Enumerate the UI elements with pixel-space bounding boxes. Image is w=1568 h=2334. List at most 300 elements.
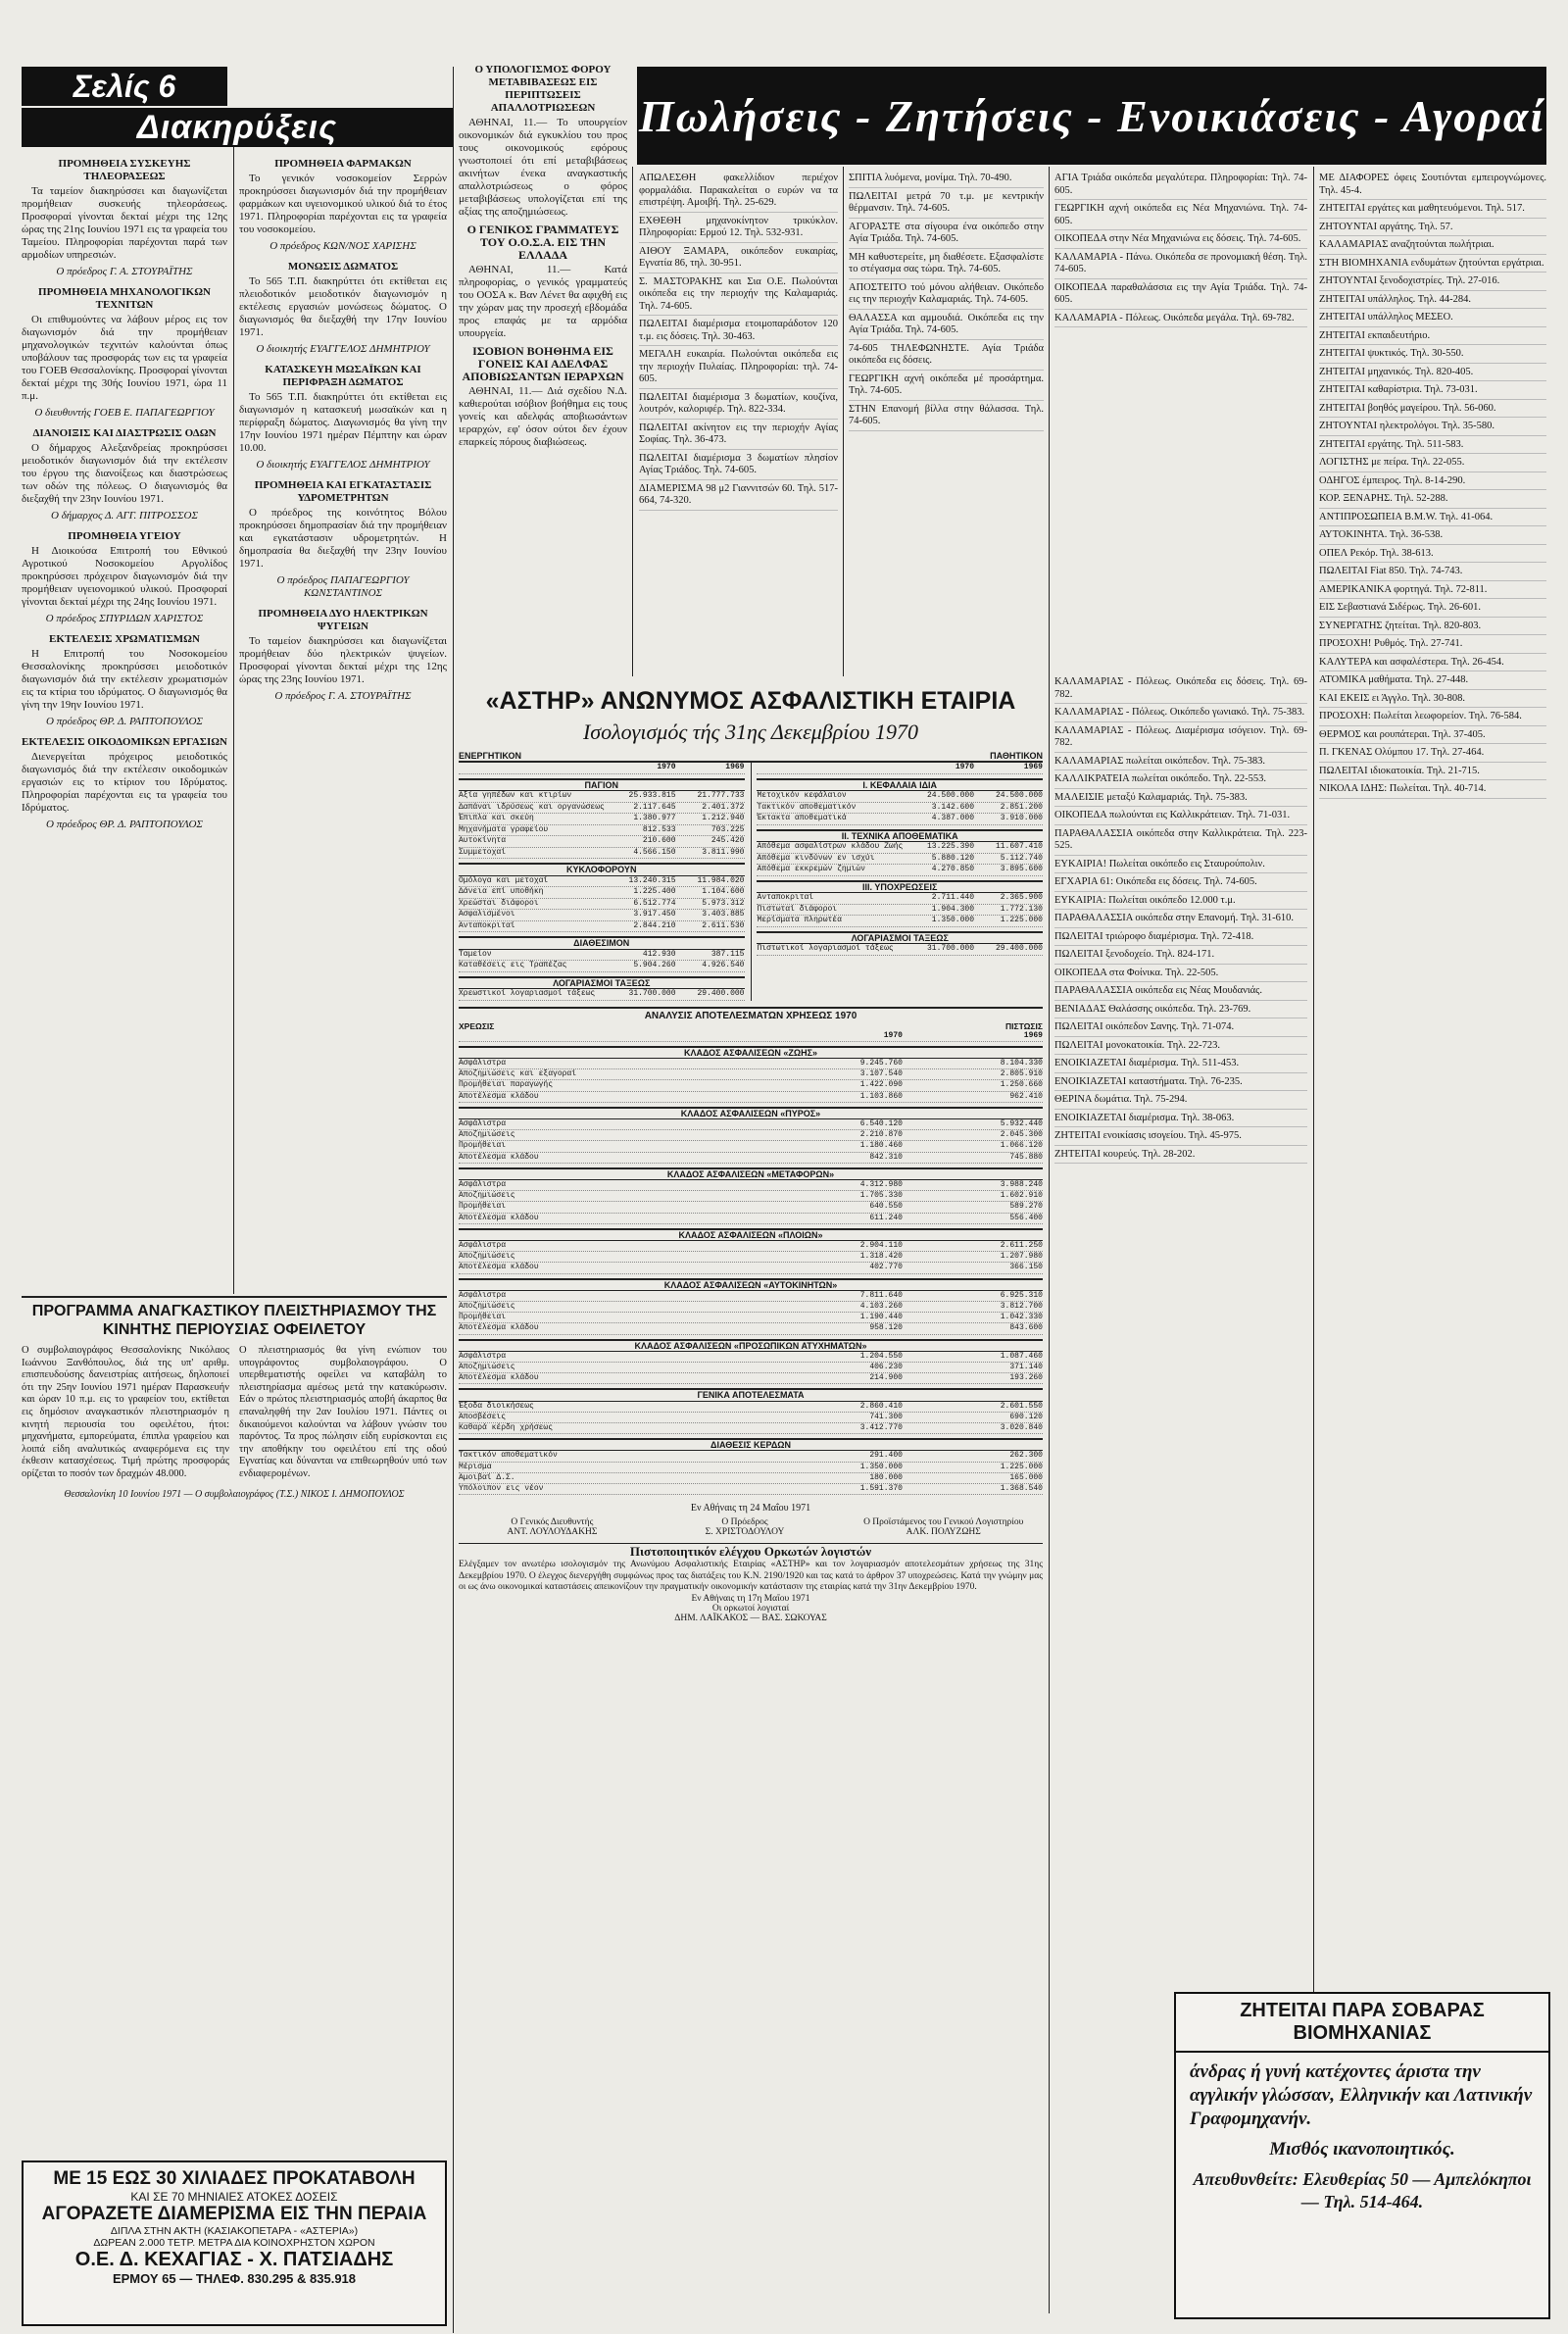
row-value: 2.611.530 (702, 920, 745, 930)
row-value: 703.225 (710, 824, 745, 834)
classified-ad: ΠΑΡΑΘΑΛΑΣΣΙΑ οικόπεδα στην Επανομή. Τηλ. 31-610. (1054, 913, 1307, 928)
auction-notice (22, 1302, 447, 2155)
table-section-title: ΚΥΚΛΟΦΟΡΟΥΝ (459, 863, 745, 876)
row-value: 2.210.870 (859, 1130, 903, 1140)
ad-line-1: ΜΕ 15 ΕΩΣ 30 ΧΙΛΙΑΔΕΣ ΠΡΟΚΑΤΑΒΟΛΗ (53, 2168, 416, 2189)
row-value: 13.240.315 (628, 875, 676, 885)
classified-ad: ΖΗΤΟΥΝΤΑΙ αργάτης. Τηλ. 57. (1319, 222, 1546, 237)
row-value: 1.772.130 (1000, 904, 1043, 914)
table-row (459, 1092, 1043, 1103)
classified-ad: ΚΟΡ. ΞΕΝΑΡΗΣ. Τηλ. 52-288. (1319, 493, 1546, 509)
notice-heading: ΚΑΤΑΣΚΕΥΗ ΜΩΣΑΪΚΩΝ ΚΑΙ ΠΕΡΙΦΡΑΞΗ ΔΩΜΑΤΟΣ (265, 364, 421, 388)
row-value: 1.350.000 (931, 916, 975, 924)
row-value: 210.600 (642, 836, 676, 845)
table-row (459, 1413, 1043, 1423)
row-label: Ταμείον (459, 949, 492, 959)
table-row (757, 905, 1043, 917)
notice-signature: Ο πρόεδρος ΘΡ. Δ. ΡΑΠΤΟΠΟΥΛΟΣ (46, 819, 203, 830)
auction-text-a: Ο συμβολαιογράφος Θεσσαλονίκης Νικόλαος Ιωάννου Ξανθόπουλος, διά της υπ' αριθμ. επισπευδούσης δανειστρίας αιτήσεως, δηλοποιεί ότι την 25ην Ιουνίου 1971 ημέραν Παρασκευήν και ώραν 10 π.μ. εις το γραφείον του, εκτίθεται εις δημόσιον αναγκαστικόν πλειστηριασμόν η κινητή περιουσία του οφειλέτου, ήτοι: μηχανήματα, εμπορεύματα, έπιπλα γραφείου και λοιπά είδη αναλυτικώς αναφερόμενα εις την έκθεσιν κατασχέσεως. Τιμή πρώτης προσφοράς ορίζεται το ποσόν των δραχμών 48.000. (22, 1345, 229, 1479)
classified-ad: ΚΑΛΑΜΑΡΙΑΣ - Πόλεως. Οικόπεδο γωνιακό. Τηλ. 75-383. (1054, 707, 1307, 722)
job-ad (1174, 1992, 1550, 2319)
row-label: Ασφάλιστρα (459, 1351, 507, 1361)
table-section-title: ΚΛΑΔΟΣ ΑΣΦΑΛΙΣΕΩΝ «ΜΕΤΑΦΟΡΩΝ» (459, 1167, 1043, 1180)
classified-ad: ΟΔΗΓΟΣ έμπειρος. Τηλ. 8-14-290. (1319, 475, 1546, 491)
row-value: 2.904.110 (859, 1240, 903, 1250)
classified-ad: ΕΓΧΑΡΙΑ 61: Οικόπεδα εις δόσεις. Τηλ. 74-605. (1054, 876, 1307, 892)
row-value: 4.926.540 (702, 961, 745, 969)
row-value: 2.045.300 (1000, 1130, 1043, 1140)
classified-ad: ΟΙΚΟΠΕΔΑ παραθαλάσσια εις την Αγία Τριάδα. Τηλ. 74-605. (1054, 282, 1307, 310)
notice-body: Τα ταμείον διακηρύσσει και διαγωνίζεται προμήθειαν συσκευής τηλεοράσεως. Προσφοραί γίνονται δεκταί μέχρι της 12ης ώρας της 21ης Ιουνίου 1971 εις τα γραφεία του Ταμείου. Πληροφορίαι παρέχονται παρά των αρμοδίων υπηρεσιών. (22, 185, 227, 261)
row-value: 366.150 (1009, 1263, 1043, 1272)
classified-ad: ΑΝΤΙΠΡΟΣΩΠΕΙΑ B.M.W. Τηλ. 41-064. (1319, 512, 1546, 527)
table-row (459, 989, 745, 1001)
section-title: Διακηρύξεις (22, 108, 453, 147)
row-label: Ασφάλιστρα (459, 1118, 507, 1128)
table-row (459, 1363, 1043, 1373)
row-value: 1.103.860 (859, 1091, 903, 1101)
classifieds-banner-text: Πωλήσεις - Ζητήσεις - Ενοικιάσεις - Αγοραί (638, 90, 1545, 141)
table-section-title: ΚΛΑΔΟΣ ΑΣΦΑΛΙΣΕΩΝ «ΠΛΟΙΩΝ» (459, 1228, 1043, 1241)
row-value: 3.917.450 (633, 910, 676, 919)
auction-signature: Θεσσαλονίκη 10 Ιουνίου 1971 — Ο συμβολαιογράφος (Τ.Σ.) ΝΙΚΟΣ Ι. ΔΗΜΟΠΟΥΛΟΣ (64, 1488, 405, 1500)
row-value: 1.066.120 (1000, 1141, 1043, 1151)
row-label: Υπόλοιπον εις νέον (459, 1484, 544, 1494)
row-value: 2.611.250 (1000, 1240, 1043, 1250)
accountant-name: ΑΛΚ. ΠΟΛΥΖΩΗΣ (906, 1527, 981, 1538)
table-row (459, 1130, 1043, 1141)
classified-ad: ΑΓΟΡΑΣΤΕ στα σίγουρα ένα οικόπεδο στην Αγία Τριάδα. Τηλ. 74-605. (849, 222, 1044, 249)
row-label: Απόθεμα εκκρεμών ζημιών (757, 865, 865, 873)
row-value: 611.240 (869, 1213, 903, 1222)
row-label: Έκτακτα αποθεματικά (757, 814, 847, 822)
table-row (459, 1241, 1043, 1252)
row-label: Ομόλογα και μετοχαί (459, 875, 549, 885)
row-value: 29.400.000 (697, 989, 745, 998)
notice-body: Ο δήμαρχος Αλεξανδρείας προκηρύσσει μειοδοτικόν διαγωνισμόν διά την εκτέλεσιν του έργου της διανοίξεως και διαστρώσεως των οδών της πόλεως. Ο διαγωνισμός θα διεξαχθή την 23ην Ιουνίου 1971. (22, 442, 227, 505)
row-label: Ασφάλιστρα (459, 1240, 507, 1250)
company-title: «ΑΣΤΗΡ» ΑΝΩΝΥΜΟΣ ΑΣΦΑΛΙΣΤΙΚΗ ΕΤΑΙΡΙΑ (485, 687, 1016, 715)
row-value: 2.844.210 (633, 920, 676, 930)
classified-ad: ΖΗΤΕΙΤΑΙ εργάτης. Τηλ. 511-583. (1319, 439, 1546, 455)
row-value: 690.120 (1009, 1412, 1043, 1421)
table-row (459, 803, 745, 815)
row-value: 3.107.540 (859, 1069, 903, 1079)
table-row (459, 1202, 1043, 1213)
row-value: 1.180.460 (859, 1141, 903, 1151)
classified-ad: ΓΕΩΡΓΙΚΗ αχνή οικόπεδα εις Νέα Μηχανιώνα. Τηλ. 74-605. (1054, 203, 1307, 230)
classified-ad: ΠΩΛΕΙΤΑΙ μονοκατοικία. Τηλ. 22-723. (1054, 1040, 1307, 1056)
year-header: 1969 (725, 763, 745, 771)
row-label: Αμοιβαί Δ.Σ. (459, 1472, 515, 1482)
row-value: 214.900 (869, 1373, 903, 1383)
ad-line-6: Ο.Ε. Δ. ΚΕΧΑΓΙΑΣ - Χ. ΠΑΤΣΙΑΔΗΣ (74, 2249, 394, 2270)
notice-signature: Ο διοικητής ΕΥΑΓΓΕΛΟΣ ΔΗΜΗΤΡΙΟΥ (256, 343, 430, 355)
table-row (459, 1069, 1043, 1080)
classified-ad: ΜΑΛΕΙΣΙΕ μεταξύ Καλαμαριάς. Τηλ. 75-383. (1054, 792, 1307, 808)
news-column (459, 59, 627, 676)
row-value: 7.811.640 (859, 1290, 903, 1300)
classified-ad: ΔΙΑΜΕΡΙΣΜΑ 98 μ2 Γιαννιτσών 60. Τηλ. 517-664, 74-320. (639, 483, 838, 511)
classified-ad: ΠΩΛΕΙΤΑΙ μετρά 70 τ.μ. με κεντρικήν θέρμανσιν. Τηλ. 74-605. (849, 191, 1044, 219)
table-row (459, 1059, 1043, 1069)
row-value: 3.812.700 (1000, 1301, 1043, 1311)
classified-ad: ΠΩΛΕΙΤΑΙ Fiat 850. Τηλ. 74-743. (1319, 566, 1546, 581)
row-value: 5.880.120 (931, 853, 975, 863)
row-label: Αποτέλεσμα κλάδου (459, 1091, 539, 1101)
table-section-title: ΔΙΑΘΕΣΙΜΟΝ (459, 936, 745, 950)
table-row (459, 1402, 1043, 1413)
row-value: 165.000 (1009, 1472, 1043, 1482)
classified-ad: ΜΕΓΑΛΗ ευκαιρία. Πωλούνται οικόπεδα εις την περιοχήν Πυλαίας. Πληροφορίαι: τηλ. 74-605. (639, 349, 838, 389)
job-ad-headline: ΖΗΤΕΙΤΑΙ ΠΑΡΑ ΣΟΒΑΡΑΣ ΒΙΟΜΗΧΑΝΙΑΣ (1176, 1994, 1548, 2053)
row-value: 2.601.550 (1000, 1401, 1043, 1411)
row-value: 5.932.440 (1000, 1118, 1043, 1128)
row-value: 4.270.850 (931, 865, 975, 873)
balance-sheet (459, 681, 1043, 2289)
results-table (459, 1031, 1043, 1496)
row-value: 193.260 (1009, 1373, 1043, 1383)
row-value: 4.387.000 (931, 814, 975, 822)
row-value: 402.770 (869, 1263, 903, 1272)
classified-ad: ΕΧΘΕΘΗ μηχανοκίνητον τρικύκλον. Πληροφορίαι: Ερμού 12. Τηλ. 532-931. (639, 216, 838, 243)
classified-ad: ΠΩΛΕΙΤΑΙ ακίνητον εις την περιοχήν Αγίας Σοφίας. Τηλ. 36-473. (639, 422, 838, 450)
row-label: Δαπάναι ιδρύσεως και οργανώσεως (459, 802, 605, 812)
table-row (757, 893, 1043, 905)
table-row (459, 1141, 1043, 1152)
table-row (459, 1352, 1043, 1363)
row-value: 2.851.200 (1000, 802, 1043, 812)
classified-ad: 74-605 ΤΗΛΕΦΩΝΗΣΤΕ. Αγία Τριάδα οικόπεδα εις δόσεις. (849, 343, 1044, 371)
news-item (459, 64, 627, 219)
accountant-role: Ο Προϊστάμενος του Γενικού Λογιστηρίου (863, 1517, 1024, 1528)
row-value: 31.700.000 (927, 944, 975, 953)
table-row (459, 950, 745, 962)
classified-ad: ΣΤΗΝ Επανομή βίλλα στην θάλασσα. Τηλ. 74-605. (849, 404, 1044, 431)
classified-ad: Σ. ΜΑΣΤΟΡΑΚΗΣ και Σια Ο.Ε. Πωλούνται οικόπεδα εις την περιοχήν της Καλαμαριάς. Τηλ. 74-605. (639, 276, 838, 317)
row-label: Προμήθειαι (459, 1202, 507, 1212)
table-section-title: ΙΙ. ΤΕΧΝΙΚΑ ΑΠΟΘΕΜΑΤΙΚΑ (757, 829, 1043, 843)
table-row (459, 1291, 1043, 1302)
table-row (459, 848, 745, 860)
classified-ad: ΑΤΟΜΙΚΑ μαθήματα. Τηλ. 27-448. (1319, 674, 1546, 690)
row-label: Ασφαλισμένοι (459, 910, 515, 919)
row-label: Ασφάλιστρα (459, 1290, 507, 1300)
news-heading: ΙΣΟΒΙΟΝ ΒΟΗΘΗΜΑ ΕΙΣ ΓΟΝΕΙΣ ΚΑΙ ΑΔΕΛΦΑΣ ΑΠΟΒΙΩΣΑΝΤΩΝ ΙΕΡΑΡΧΩΝ (462, 344, 624, 383)
certificate-body: Ελέγξαμεν τον ανωτέρω ισολογισμόν της Ανωνύμου Ασφαλιστικής Εταιρίας «ΑΣΤΗΡ» και τον λογαριασμόν αποτελεσμάτων χρήσεως της 31ης Δεκεμβρίου 1970. Ο έλεγχος διενεργήθη συμφώνως προς τας διατάξεις του Κ.Ν. 2190/1920 και τας κατά το άρθρον 37 υποχρεώσεις. Κατά την γνώμην μας οι ως άνω οικονομικαί καταστάσεις απεικονίζουν την πραγματικήν οικονομικήν κατάστασιν της εταιρίας κατά την 31ην Δεκεμβρίου 1970. (459, 1560, 1043, 1593)
row-label: Αποσβέσεις (459, 1412, 507, 1421)
classified-ad: ΝΙΚΟΛΑ ΙΔΗΣ: Πωλείται. Τηλ. 40-714. (1319, 783, 1546, 799)
year-header: 1970 (955, 763, 975, 771)
classified-ad: ΚΑΛΑΜΑΡΙΑΣ - Πόλεως. Διαμέρισμα ισόγειον. Τηλ. 69-782. (1054, 725, 1307, 753)
classified-ad: ΚΑΛΑΜΑΡΙΑ - Πόλεως. Οικόπεδα μεγάλα. Τηλ. 69-782. (1054, 313, 1307, 328)
certificate-place: Εν Αθήναις τη 17η Μαΐου 1971 (691, 1593, 810, 1604)
notice (239, 261, 447, 356)
classified-ad: ΠΩΛΕΙΤΑΙ ιδιοκατοικία. Τηλ. 21-715. (1319, 766, 1546, 781)
row-value: 1.225.400 (633, 887, 676, 896)
table-row (459, 887, 745, 899)
table-row (459, 1473, 1043, 1484)
classified-ad: ΜΗ καθυστερείτε, μη διαθέσετε. Εξασφαλίστε το στέγασμα σας τώρα. Τηλ. 74-605. (849, 252, 1044, 279)
classified-ad: ΟΙΚΟΠΕΔΑ πωλούνται εις Καλλικράτειαν. Τηλ. 71-031. (1054, 810, 1307, 825)
row-value: 745.880 (1009, 1152, 1043, 1162)
row-label: Αποτέλεσμα κλάδου (459, 1373, 539, 1383)
notice-heading: ΠΡΟΜΗΘΕΙΑ ΥΓΕΙΟΥ (68, 530, 181, 542)
row-value: 741.300 (869, 1412, 903, 1421)
classified-ad: ΘΕΡΙΝΑ δωμάτια. Τηλ. 75-294. (1054, 1094, 1307, 1110)
notice-body: Διενεργείται πρόχειρος μειοδοτικός διαγωνισμός διά την εκτέλεσιν οικοδομικών εργασιών εις το κτίριον του Ιδρύματος. Πληροφορίαι παρέχονται εις τα γραφεία του Ιδρύματος. (22, 751, 227, 814)
row-value: 1.225.000 (1000, 916, 1043, 924)
classifieds-column-5 (1319, 173, 1546, 1986)
row-value: 3.403.885 (702, 910, 745, 919)
table-row (757, 865, 1043, 876)
row-label: Προμήθειαι (459, 1313, 507, 1322)
row-value: 1.591.370 (859, 1484, 903, 1494)
table-row (459, 1323, 1043, 1334)
table-row (459, 1252, 1043, 1263)
table-section-title: ΛΟΓΑΡΙΑΣΜΟΙ ΤΑΞΕΩΣ (459, 976, 745, 990)
row-label: Αποζημιώσεις (459, 1252, 515, 1262)
classified-ad: ΚΑΙ ΕΚΕΙΣ ει Άγγλο. Τηλ. 30-808. (1319, 693, 1546, 709)
table-row (459, 814, 745, 825)
director-role: Ο Γενικός Διευθυντής (511, 1517, 594, 1528)
classifieds-column-3 (1054, 173, 1307, 672)
table-row (459, 961, 745, 972)
table-row (459, 1214, 1043, 1224)
row-value: 2.365.900 (1000, 893, 1043, 902)
classified-ad: ΠΩΛΕΙΤΑΙ διαμέρισμα ετοιμοπαράδοτον 120 τ.μ. εις δόσεις. Τηλ. 30-463. (639, 319, 838, 346)
table-row (757, 791, 1043, 803)
job-ad-line-3: Απευθυνθείτε: Ελευθερίας 50 — Αμπελόκηποι — Τηλ. 514-464. (1193, 2169, 1532, 2211)
row-value: 387.115 (710, 949, 745, 959)
row-value: 5.904.260 (633, 961, 676, 969)
row-label: Χρεώσται διάφοροι (459, 898, 539, 908)
row-label: Αποτέλεσμα κλάδου (459, 1152, 539, 1162)
table-section-title: ΔΙΑΘΕΣΙΣ ΚΕΡΔΩΝ (459, 1438, 1043, 1451)
ad-line-5: ΔΩΡΕΑΝ 2.000 ΤΕΤΡ. ΜΕΤΡΑ ΔΙΑ ΚΟΙΝΟΧΡΗΣΤΟΝ ΧΩΡΟΝ (93, 2237, 375, 2249)
classified-ad: ΖΗΤΕΙΤΑΙ εκπαιδευτήριο. (1319, 330, 1546, 346)
classified-ad: ΣΤΗ ΒΙΟΜΗΧΑΝΙΑ ενδυμάτων ζητούνται εργάτριαι. (1319, 258, 1546, 273)
table-section-title: ΠΑΓΙΟΝ (459, 778, 745, 792)
classified-ad: ΠΩΛΕΙΤΑΙ ξενοδοχείο. Τηλ. 824-171. (1054, 949, 1307, 965)
notice-heading: ΕΚΤΕΛΕΣΙΣ ΟΙΚΟΔΟΜΙΚΩΝ ΕΡΓΑΣΙΩΝ (22, 736, 227, 748)
table-row (459, 1463, 1043, 1473)
job-ad-line-2: Μισθός ικανοποιητικός. (1269, 2139, 1455, 2160)
table-section-title: ΚΛΑΔΟΣ ΑΣΦΑΛΙΣΕΩΝ «ΖΩΗΣ» (459, 1046, 1043, 1059)
classified-ad: ΖΗΤΕΙΤΑΙ βοηθός μαγείρου. Τηλ. 56-060. (1319, 403, 1546, 419)
table-section-title: ΚΛΑΔΟΣ ΑΣΦΑΛΙΣΕΩΝ «ΠΡΟΣΩΠΙΚΩΝ ΑΤΥΧΗΜΑΤΩΝ» (459, 1339, 1043, 1352)
row-value: 1.380.977 (633, 814, 676, 822)
notice-signature: Ο πρόεδρος Γ. Α. ΣΤΟΥΡΑΪΤΗΣ (274, 690, 412, 702)
news-body: ΑΘΗΝΑΙ, 11.— Διά σχεδίου Ν.Δ. καθιερούται ισόβιον βοήθημα εις τους γονείς και αδελφάς αποβιωσάντων ιεραρχών, εφ' όσον ούτοι δεν έχουν επαρκείς πόρους διαβιώσεως. (459, 385, 627, 448)
row-value: 4.566.150 (633, 847, 676, 857)
row-label: Ασφάλιστρα (459, 1058, 507, 1068)
row-value: 5.973.312 (702, 898, 745, 908)
row-label: Αποτέλεσμα κλάδου (459, 1213, 539, 1222)
row-label: Έπιπλα και σκεύη (459, 814, 534, 822)
news-item (459, 223, 627, 340)
classified-ad: ΚΑΛΑΜΑΡΙΑΣ πωλείται οικόπεδον. Τηλ. 75-383. (1054, 756, 1307, 771)
notice-heading: ΠΡΟΜΗΘΕΙΑ ΔΥΟ ΗΛΕΚΤΡΙΚΩΝ ΨΥΓΕΙΩΝ (258, 608, 428, 632)
classified-ad: ΑΠΩΛΕΣΘΗ φακελλίδιον περιέχον φορμαλάδια. Παρακαλείται ο ευρών να τα επιστρέψη. Αμοιβή. Τηλ. 25-629. (639, 173, 838, 213)
notice (22, 158, 227, 278)
classified-ad: ΚΑΛΑΜΑΡΙΑΣ αναζητούνται πωλήτριαι. (1319, 239, 1546, 255)
notice-body: Το γενικόν νοσοκομείον Σερρών προκηρύσσει διαγωνισμόν διά την προμήθειαν φαρμάκων και υγειονομικού υλικού διά το έτος 1971. Πληροφορίαι παρέχονται εις τα γραφεία του νοσοκομείου. (239, 173, 447, 235)
row-value: 1.602.910 (1000, 1191, 1043, 1201)
table-row (757, 916, 1043, 927)
classified-ad: ΖΗΤΟΥΝΤΑΙ ηλεκτρολόγοι. Τηλ. 35-580. (1319, 421, 1546, 436)
classified-ad: ΠΩΛΕΙΤΑΙ οικόπεδον Σανης. Τηλ. 71-074. (1054, 1021, 1307, 1037)
table-row (459, 791, 745, 803)
row-value: 6.925.310 (1000, 1290, 1043, 1300)
notice-body: Ο πρόεδρος της κοινότητος Βόλου προκηρύσσει δημοπρασίαν διά την προμήθειαν και εγκατάστασιν υδρομετρητών. Η δημοπρασία θα διεξαχθή την 23ην Ιουνίου 1971. (239, 507, 447, 570)
row-value: 5.112.740 (1000, 853, 1043, 863)
second-notices-column (239, 153, 447, 1290)
row-value: 13.225.390 (927, 842, 975, 851)
classified-ad: Π. ΓΚΕΝΑΣ Ολύμπου 17. Τηλ. 27-464. (1319, 747, 1546, 763)
classified-ad: ΚΑΛΛΙΚΡΑΤΕΙΑ πωλείται οικόπεδο. Τηλ. 22-553. (1054, 773, 1307, 789)
row-value: 3.142.600 (931, 802, 975, 812)
row-value: 1.350.000 (859, 1462, 903, 1471)
row-value: 1.250.660 (1000, 1080, 1043, 1090)
row-value: 21.777.733 (697, 791, 745, 800)
row-value: 180.000 (869, 1472, 903, 1482)
row-value: 812.533 (642, 824, 676, 834)
row-label: Πιστωταί διάφοροι (757, 904, 838, 914)
news-body: ΑΘΗΝΑΙ, 11.— Κατά πληροφορίας, ο γενικός γραμματεύς του ΟΟΣΑ κ. Βαν Λένετ θα αφιχθή εις την χώραν μας την προσεχή εβδομάδα προς επαφάς με τα αρμόδια υπουργεία. (459, 264, 627, 339)
table-row (757, 854, 1043, 866)
row-label: Μερίσματα πληρωτέα (757, 916, 842, 924)
classified-ad: ΜΕ ΔΙΑΦΟΡΕΣ όφεις Σουτιόνται εμπειρογνώμονες. Τηλ. 45-4. (1319, 173, 1546, 200)
classified-ad: ΕΝΟΙΚΙΑΖΕΤΑΙ καταστήματα. Τηλ. 76-235. (1054, 1076, 1307, 1092)
notice (22, 286, 227, 420)
table-row (459, 1263, 1043, 1273)
table-row (459, 825, 745, 837)
classified-ad: ΟΙΚΟΠΕΔΑ στα Φοίνικα. Τηλ. 22-505. (1054, 968, 1307, 983)
row-value: 1.087.460 (1000, 1351, 1043, 1361)
row-value: 640.550 (869, 1202, 903, 1212)
row-label: Απόθεμα ασφαλίστρων κλάδου Ζωής (757, 842, 904, 851)
row-value: 2.117.645 (633, 802, 676, 812)
balance-subtitle: Ισολογισμός τής 31ης Δεκεμβρίου 1970 (582, 720, 919, 744)
row-value: 1.104.600 (702, 887, 745, 896)
notice-signature: Ο πρόεδρος Γ. Α. ΣΤΟΥΡΑΪΤΗΣ (56, 266, 193, 277)
row-value: 371.140 (1009, 1362, 1043, 1371)
classified-ad: ΖΗΤΕΙΤΑΙ υπάλληλος ΜΕΣΕΟ. (1319, 312, 1546, 327)
classified-ad: ΑΥΤΟΚΙΝΗΤΑ. Τηλ. 36-538. (1319, 529, 1546, 545)
notice-signature: Ο πρόεδρος ΘΡ. Δ. ΡΑΠΤΟΠΟΥΛΟΣ (46, 716, 203, 727)
classified-ad: ΠΡΟΣΟΧΗ: Πωλείται λεωφορείον. Τηλ. 76-584. (1319, 711, 1546, 726)
table-row (459, 1423, 1043, 1434)
classified-ad: ΑΙΘΟΥ ΞΑΜΑΡΑ, οικόπεδον ευκαιρίας, Εγνατία 86, τηλ. 30-951. (639, 246, 838, 273)
year-header: 1969 (1023, 763, 1043, 771)
row-label: Καθαρά κέρδη χρήσεως (459, 1423, 554, 1432)
row-value: 1.212.940 (702, 814, 745, 822)
ad-line-7: ΕΡΜΟΥ 65 — ΤΗΛΕΦ. 830.295 & 835.918 (112, 2271, 357, 2286)
row-label: Αποζημιώσεις και εξαγοραί (459, 1069, 577, 1079)
classified-ad: ΠΑΡΑΘΑΛΑΣΣΙΑ οικόπεδα εις Νέας Μουδανιάς. (1054, 985, 1307, 1001)
notice-signature: Ο πρόεδρος ΠΑΠΑΓΕΩΡΓΙΟΥ ΚΩΝΣΤΑΝΤΙΝΟΣ (276, 574, 410, 599)
classified-ad: ΒΕΝΙΑΔΑΣ Θαλάσσης οικόπεδα. Τηλ. 23-769. (1054, 1004, 1307, 1019)
row-value: 3.811.990 (702, 847, 745, 857)
row-label: Τακτικόν αποθεματικόν (459, 1451, 558, 1461)
ad-line-2: ΚΑΙ ΣΕ 70 ΜΗΝΙΑΙΕΣ ΑΤΟΚΕΣ ΔΟΣΕΙΣ (130, 2190, 338, 2204)
classified-ad: ΘΑΛΑΣΣΑ και αμμουδιά. Οικόπεδα εις την Αγία Τριάδα. Τηλ. 74-605. (849, 313, 1044, 340)
classified-ad: ΖΗΤΕΙΤΑΙ ενοικίασις ισογείου. Τηλ. 45-975. (1054, 1130, 1307, 1146)
notice-heading: ΠΡΟΜΗΘΕΙΑ ΚΑΙ ΕΓΚΑΤΑΣΤΑΣΙΣ ΥΔΡΟΜΕΤΡΗΤΩΝ (254, 479, 432, 504)
row-value: 4.103.260 (859, 1301, 903, 1311)
classified-ad: ΠΑΡΑΘΑΛΑΣΣΙΑ οικόπεδα στην Καλλικράτεια. Τηλ. 223-525. (1054, 828, 1307, 856)
classified-ad: ΚΑΛΑΜΑΡΙΑΣ - Πόλεως. Οικόπεδα εις δόσεις. Τηλ. 69-782. (1054, 676, 1307, 704)
row-label: Αποτέλεσμα κλάδου (459, 1323, 539, 1333)
classified-ad: ΘΕΡΜΟΣ και ρουπάτεραι. Τηλ. 37-405. (1319, 729, 1546, 745)
row-value: 1.225.000 (1000, 1462, 1043, 1471)
table-row (459, 876, 745, 888)
results-debit-label: ΧΡΕΩΣΙΣ (459, 1020, 495, 1031)
notice (239, 158, 447, 253)
row-label: Μηχανήματα γραφείου (459, 824, 549, 834)
table-row (459, 1180, 1043, 1191)
notice-signature: Ο πρόεδρος ΣΠΥΡΙΔΩΝ ΧΑΡΙΣΤΟΣ (45, 613, 204, 624)
assets-table (459, 763, 745, 1001)
classified-ad: ΣΥΝΕΡΓΑΤΗΣ ζητείται. Τηλ. 820-803. (1319, 621, 1546, 636)
table-row (459, 910, 745, 921)
page-label: Σελίς 6 (22, 67, 227, 106)
row-value: 589.270 (1009, 1202, 1043, 1212)
classified-ad: ΕΥΚΑΙΡΙΑ: Πωλείται οικόπεδο 12.000 τ.μ. (1054, 895, 1307, 911)
table-section-title: ΚΛΑΔΟΣ ΑΣΦΑΛΙΣΕΩΝ «ΠΥΡΟΣ» (459, 1107, 1043, 1119)
row-value: 1.705.330 (859, 1191, 903, 1201)
place-date: Εν Αθήναις τη 24 Μαΐου 1971 (690, 1503, 811, 1515)
row-label: Ανταποκριταί (459, 920, 515, 930)
row-value: 1.904.300 (931, 904, 975, 914)
certificate-title: Πιστοποιητικόν ελέγχου Ορκωτών λογιστών (459, 1543, 1043, 1560)
row-value: 3.412.770 (859, 1423, 903, 1432)
news-heading: Ο ΓΕΝΙΚΟΣ ΓΡΑΜΜΑΤΕΥΣ ΤΟΥ Ο.Ο.Σ.Α. ΕΙΣ ΤΗΝ ΕΛΛΑΔΑ (466, 223, 619, 262)
row-value: 843.600 (1009, 1323, 1043, 1333)
results-credit-label: ΠΙΣΤΩΣΙΣ (1004, 1020, 1043, 1031)
classified-ad: ΚΑΛΑΜΑΡΙΑ - Πάνω. Οικόπεδα σε προνομιακή θέση. Τηλ. 74-605. (1054, 252, 1307, 279)
ad-line-3: ΑΓΟΡΑΖΕΤΕ ΔΙΑΜΕΡΙΣΜΑ ΕΙΣ ΤΗΝ ΠΕΡΑΙΑ (41, 2204, 427, 2224)
row-value: 262.300 (1009, 1451, 1043, 1461)
year-header (757, 763, 906, 773)
row-label: Αξία γηπέδων και κτιρίων (459, 791, 572, 800)
year-header: 1970 (657, 763, 676, 771)
year-header-row (459, 1031, 1043, 1042)
row-label: Προμήθειαι (459, 1141, 507, 1151)
year-header (459, 1031, 762, 1041)
classified-ad: ΕΥΚΑΙΡΙΑ! Πωλείται οικόπεδο εις Σταυρούπολιν. (1054, 859, 1307, 874)
table-row (459, 1080, 1043, 1091)
row-label: Πιστωτικοί λογαριασμοί τάξεως (757, 944, 894, 953)
row-label: Ασφάλιστρα (459, 1179, 507, 1189)
row-value: 1.042.330 (1000, 1313, 1043, 1322)
row-value: 9.245.760 (859, 1058, 903, 1068)
notice-body: Η Επιτροπή του Νοσοκομείου Θεσσαλονίκης προκηρύσσει μειοδοτικόν διαγωνισμόν διά την εκτέλεσιν χρωματισμών εις τα κτίρια του ιδρύματος. Ο διαγωνισμός θα γίνη την 19ην Ιουνίου 1971. (22, 648, 227, 711)
classified-ad: ΠΩΛΕΙΤΑΙ διαμέρισμα 3 δωματίων, κουζίνα, λουτρόν, καλοριφέρ. Τηλ. 822-334. (639, 392, 838, 420)
notice-body: Η Διοικούσα Επιτροπή του Εθνικού Αγροτικού Νοσοκομείου Αργολίδος προκηρύσσει πρόχειρον διαγωνισμόν διά την προμήθειαν υγειονομικού υλικού. Προσφοραί γίνονται δεκταί μέχρι της 24ης Ιουνίου 1971. (22, 545, 227, 608)
row-value: 1.207.980 (1000, 1252, 1043, 1262)
notice-heading: ΠΡΟΜΗΘΕΙΑ ΜΗΧΑΝΟΛΟΓΙΚΩΝ ΤΕΧΝΙΤΩΝ (38, 286, 211, 311)
notice-signature: Ο δήμαρχος Δ. ΑΓΓ. ΠΙΤΡΟΣΣΟΣ (51, 510, 198, 521)
classified-ad: ΟΙΚΟΠΕΔΑ στην Νέα Μηχανιώνα εις δόσεις. Τηλ. 74-605. (1054, 233, 1307, 249)
row-value: 1.190.440 (859, 1313, 903, 1322)
table-row (459, 1302, 1043, 1313)
table-row (757, 814, 1043, 825)
table-row (459, 1484, 1043, 1495)
row-value: 29.400.000 (995, 944, 1043, 953)
row-value: 2.860.410 (859, 1401, 903, 1411)
